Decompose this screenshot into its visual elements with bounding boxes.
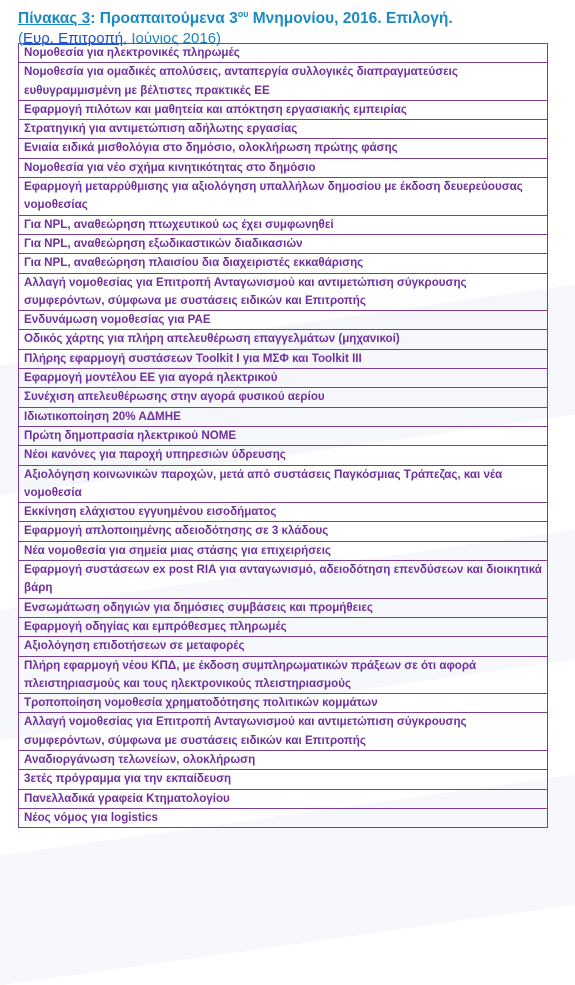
table-row — [19, 713, 548, 751]
table-row — [19, 561, 548, 599]
table-cell: Εφαρμογή συστάσεων ex post RIA για ανταγωνισμό, αδειοδότηση επενδύσεων και διοικητικά βάρη — [19, 561, 548, 599]
table-cell: Αξιολόγηση επιδοτήσεων σε μεταφορές — [19, 637, 548, 656]
table-cell: Για NPL, αναθεώρηση πτωχευτικού ως έχει συμφωνηθεί — [19, 215, 548, 234]
table-cell: Συνέχιση απελευθέρωσης στην αγορά φυσικού αερίου — [19, 388, 548, 407]
table-row — [19, 44, 548, 63]
table-row — [19, 254, 548, 273]
table-cell: Εφαρμογή οδηγίας και εμπρόθεσμες πληρωμές — [19, 617, 548, 636]
table-row — [19, 503, 548, 522]
table-cell: Πλήρη εφαρμογή νέου ΚΠΔ, με έκδοση συμπληρωματικών πράξεων σε ότι αφορά πλειστηριασμούς και τους ηλεκτρονικούς πλειστηριασμούς — [19, 656, 548, 694]
table-cell: Εφαρμογή πιλότων και μαθητεία και απόκτηση εργασιακής εμπειρίας — [19, 100, 548, 119]
title-superscript: ου — [237, 9, 249, 19]
table-row — [19, 215, 548, 234]
table-row — [19, 273, 548, 311]
table-row — [19, 369, 548, 388]
table-cell: Εφαρμογή απλοποιημένης αδειοδότησης σε 3 κλάδους — [19, 522, 548, 541]
table-row — [19, 598, 548, 617]
table-number-label: Πίνακας 3 — [18, 10, 91, 28]
table-body — [19, 44, 548, 828]
table-cell: Νομοθεσία για ομαδικές απολύσεις, ανταπεργία συλλογικές διαπραγματεύσεις ευθυγραμμισμένη με βέλτιστες πρακτικές ΕΕ — [19, 63, 548, 101]
prerequisites-table — [18, 43, 548, 828]
table-cell: Ενσωμάτωση οδηγιών για δημόσιες συμβάσεις και προμήθειες — [19, 598, 548, 617]
page-title — [18, 4, 453, 29]
table-row — [19, 178, 548, 216]
table-row — [19, 465, 548, 503]
table-row — [19, 100, 548, 119]
title-text-end: Μνημονίου, 2016. Επιλογή. — [248, 10, 453, 28]
source-link[interactable]: Ευρ. Επιτροπή — [23, 30, 124, 48]
table-cell: Αξιολόγηση κοινωνικών παροχών, μετά από συστάσεις Παγκόσμιας Τράπεζας, και νέα νομοθεσία — [19, 465, 548, 503]
table-row — [19, 120, 548, 139]
table-row — [19, 750, 548, 769]
table-cell: Νέα νομοθεσία για σημεία μιας στάσης για επιχειρήσεις — [19, 541, 548, 560]
table-cell: Πρώτη δημοπρασία ηλεκτρικού ΝΟΜΕ — [19, 426, 548, 445]
table-cell: Νέος νόμος για logistics — [19, 808, 548, 827]
table-row — [19, 158, 548, 177]
table-cell: Νομοθεσία για νέο σχήμα κινητικότητας στο δημόσιο — [19, 158, 548, 177]
table-row — [19, 789, 548, 808]
table-row — [19, 694, 548, 713]
title-text: : Προαπαιτούμενα 3 — [90, 10, 238, 28]
table-cell: Οδικός χάρτης για πλήρη απελευθέρωση επαγγελμάτων (μηχανικοί) — [19, 330, 548, 349]
source-open: ( — [18, 30, 23, 48]
table-row — [19, 426, 548, 445]
table-cell: Νέοι κανόνες για παροχή υπηρεσιών ύδρευσης — [19, 446, 548, 465]
table-row — [19, 808, 548, 827]
table-cell: Ενιαία ειδικά μισθολόγια στο δημόσιο, ολοκλήρωση πρώτης φάσης — [19, 139, 548, 158]
table-cell: Αναδιοργάνωση τελωνείων, ολοκλήρωση — [19, 750, 548, 769]
table-cell: Νομοθεσία για ηλεκτρονικές πληρωμές — [19, 44, 548, 63]
table-cell: 3ετές πρόγραμμα για την εκπαίδευση — [19, 770, 548, 789]
table-row — [19, 139, 548, 158]
table-row — [19, 407, 548, 426]
table-row — [19, 656, 548, 694]
table-cell: Εφαρμογή μεταρρύθμισης για αξιολόγηση υπαλλήλων δημοσίου με έκδοση δευερεύουσας νομοθεσίας — [19, 178, 548, 216]
table-row — [19, 388, 548, 407]
table-cell: Τροποποίηση νομοθεσία χρηματοδότησης πολιτικών κομμάτων — [19, 694, 548, 713]
source-date: , Ιούνιος 2016) — [123, 30, 222, 48]
table-row — [19, 637, 548, 656]
table-row — [19, 770, 548, 789]
table-row — [19, 234, 548, 253]
table-row — [19, 522, 548, 541]
table-row — [19, 349, 548, 368]
table-cell: Εφαρμογή μοντέλου ΕΕ για αγορά ηλεκτρικού — [19, 369, 548, 388]
table-row — [19, 541, 548, 560]
table-cell: Ενδυνάμωση νομοθεσίας για ΡΑΕ — [19, 311, 548, 330]
table-cell: Αλλαγή νομοθεσίας για Επιτροπή Ανταγωνισμού και αντιμετώπιση σύγκρουσης συμφερόντων, σύμφωνα με συστάσεις ειδικών και Επιτροπής — [19, 273, 548, 311]
table-row — [19, 63, 548, 101]
table-cell: Για NPL, αναθεώρηση πλαισίου δια διαχειριστές εκκαθάρισης — [19, 254, 548, 273]
table-row — [19, 446, 548, 465]
table-row — [19, 311, 548, 330]
table-cell: Πανελλαδικά γραφεία Κτηματολογίου — [19, 789, 548, 808]
table-cell: Εκκίνηση ελάχιστου εγγυημένου εισοδήματος — [19, 503, 548, 522]
table-cell: Για NPL, αναθεώρηση εξωδικαστικών διαδικασιών — [19, 234, 548, 253]
table-cell: Ιδιωτικοποίηση 20% ΑΔΜΗΕ — [19, 407, 548, 426]
table-cell: Αλλαγή νομοθεσίας για Επιτροπή Ανταγωνισμού και αντιμετώπιση σύγκρουσης συμφερόντων, σύμφωνα με συστάσεις ειδικών και Επιτροπής — [19, 713, 548, 751]
table-row — [19, 330, 548, 349]
table-cell: Στρατηγική για αντιμετώπιση αδήλωτης εργασίας — [19, 120, 548, 139]
table-row — [19, 617, 548, 636]
table-cell: Πλήρης εφαρμογή συστάσεων Toolkit I για ΜΣΦ και Toolkit III — [19, 349, 548, 368]
